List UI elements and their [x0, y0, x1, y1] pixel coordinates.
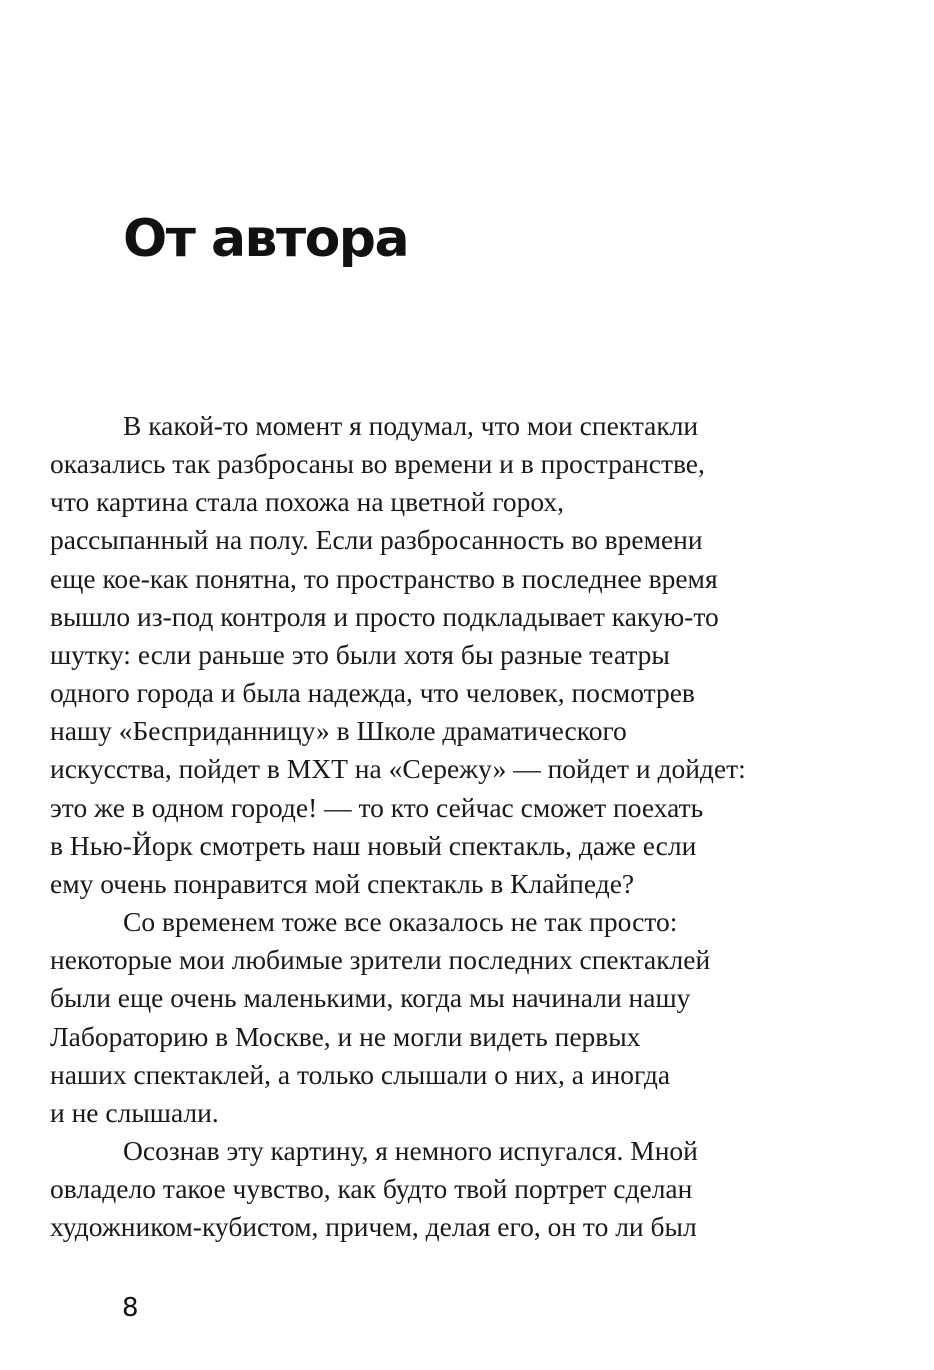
text-line: это же в одном городе! — то кто сейчас сможет поехать [50, 791, 704, 823]
text-line: некоторые мои любимые зрители последних спектаклей [50, 944, 711, 976]
text-line: Осознав эту картину, я немного испугался. Мной [123, 1134, 698, 1166]
text-line: шутку: если раньше это были хотя бы разные театры [50, 638, 670, 670]
text-line: искусства, пойдет в МХТ на «Сережу» — пойдет и дойдет: [50, 753, 746, 785]
chapter-title: От автора [123, 209, 409, 269]
text-line: и не слышали. [50, 1096, 219, 1128]
text-line: что картина стала похожа на цветной горох, [50, 486, 565, 518]
body-text [50, 407, 850, 1246]
page-number: 8 [122, 1293, 139, 1323]
text-line: художником-кубистом, причем, делая его, он то ли был [50, 1211, 697, 1243]
text-line: оказались так разбросаны во времени и в пространстве, [50, 448, 705, 480]
text-line: рассыпанный на полу. Если разбросанность во времени [50, 524, 703, 556]
text-line: наших спектаклей, а только слышали о них, а иногда [50, 1058, 671, 1090]
text-line: одного города и была надежда, что человек, посмотрев [50, 677, 695, 709]
text-line: вышло из-под контроля и просто подкладывает какую-то [50, 600, 719, 632]
text-line: нашу «Бесприданницу» в Школе драматического [50, 715, 627, 747]
text-line: были еще очень маленькими, когда мы начинали нашу [50, 982, 691, 1014]
text-line: в Нью-Йорк смотреть наш новый спектакль, даже если [50, 829, 697, 861]
text-line: Со временем тоже все оказалось не так просто: [123, 906, 678, 938]
text-line: В какой-то момент я подумал, что мои спектакли [123, 410, 699, 441]
text-line: ему очень понравится мой спектакль в Клайпеде? [50, 867, 635, 899]
text-line: Лабораторию в Москве, и не могли видеть первых [50, 1020, 641, 1052]
text-line: еще кое-как понятна, то пространство в последнее время [50, 562, 718, 594]
text-line: овладело такое чувство, как будто твой портрет сделан [50, 1173, 693, 1205]
